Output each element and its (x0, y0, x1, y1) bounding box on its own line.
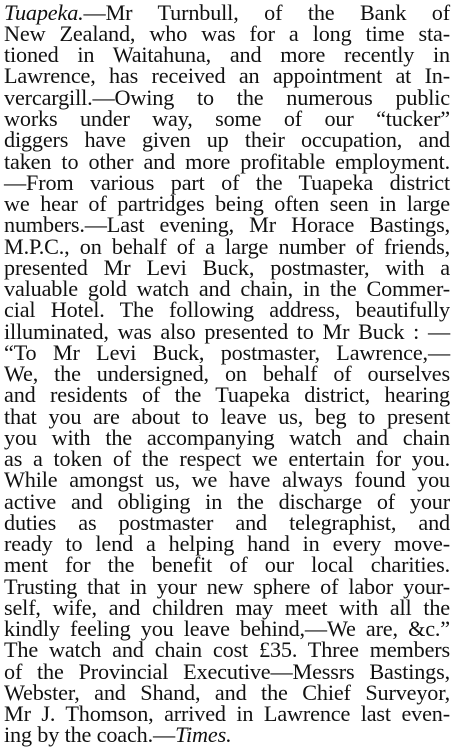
text-line: ment for the benefit of our local charities. (4, 552, 450, 577)
text-line: active and obliging in the discharge of your (4, 489, 450, 514)
text-line: —From various part of the Tuapeka district (4, 170, 450, 195)
text-line: Tuapeka.—Mr Turnbull, of the Bank of (4, 0, 450, 25)
text-line: as a token of the respect we entertain for you. (4, 446, 450, 471)
text-line: Lawrence, has received an appointment at In- (4, 63, 450, 88)
text-line: vercargill.—Owing to the numerous public (4, 85, 450, 110)
text-line: M.P.C., on behalf of a large number of friends, (4, 234, 450, 259)
text-line: of the Provincial Executive—Messrs Bastings, (4, 659, 450, 684)
text-line: While amongst us, we have always found you (4, 467, 450, 492)
text-line: illuminated, was also presented to Mr Buck : — (4, 319, 450, 344)
text-line: “To Mr Levi Buck, postmaster, Lawrence,— (4, 340, 450, 365)
text-line: taken to other and more profitable employment. (4, 149, 450, 174)
text-line: Trusting that in your new sphere of labor your- (4, 574, 450, 599)
text-line: duties as postmaster and telegraphist, and (4, 510, 450, 535)
text-line: works under way, some of our “tucker” (4, 106, 450, 131)
text-line: Webster, and Shand, and the Chief Surveyor, (4, 680, 450, 705)
text-line: kindly feeling you leave behind,—We are, &c.” (4, 616, 450, 641)
text-line: The watch and chain cost £35. Three members (4, 637, 450, 662)
article-heading: Tuapeka. (4, 0, 84, 25)
text-line: diggers have given up their occupation, and (4, 127, 450, 152)
text-line: We, the undersigned, on behalf of ourselves (4, 361, 450, 386)
text-line: we hear of partridges being often seen in large (4, 191, 450, 216)
text-line: cial Hotel. The following address, beautifully (4, 297, 450, 322)
text-line: ready to lend a helping hand in every move- (4, 531, 450, 556)
text-line: numbers.—Last evening, Mr Horace Bastings, (4, 212, 450, 237)
text-line: valuable gold watch and chain, in the Commer- (4, 276, 450, 301)
article-credit: Times. (175, 722, 232, 747)
text-line: presented Mr Levi Buck, postmaster, with a (4, 255, 450, 280)
text-line: self, wife, and children may meet with all the (4, 595, 450, 620)
text-line: Mr J. Thomson, arrived in Lawrence last even- (4, 701, 450, 726)
text-line: and residents of the Tuapeka district, hearing (4, 382, 450, 407)
text-line: tioned in Waitahuna, and more recently in (4, 42, 450, 67)
text-line: ing by the coach.—Times. (4, 722, 232, 747)
text-line: New Zealand, who was for a long time sta- (4, 21, 450, 46)
text-line: that you are about to leave us, beg to present (4, 404, 450, 429)
text-line: you with the accompanying watch and chain (4, 425, 450, 450)
